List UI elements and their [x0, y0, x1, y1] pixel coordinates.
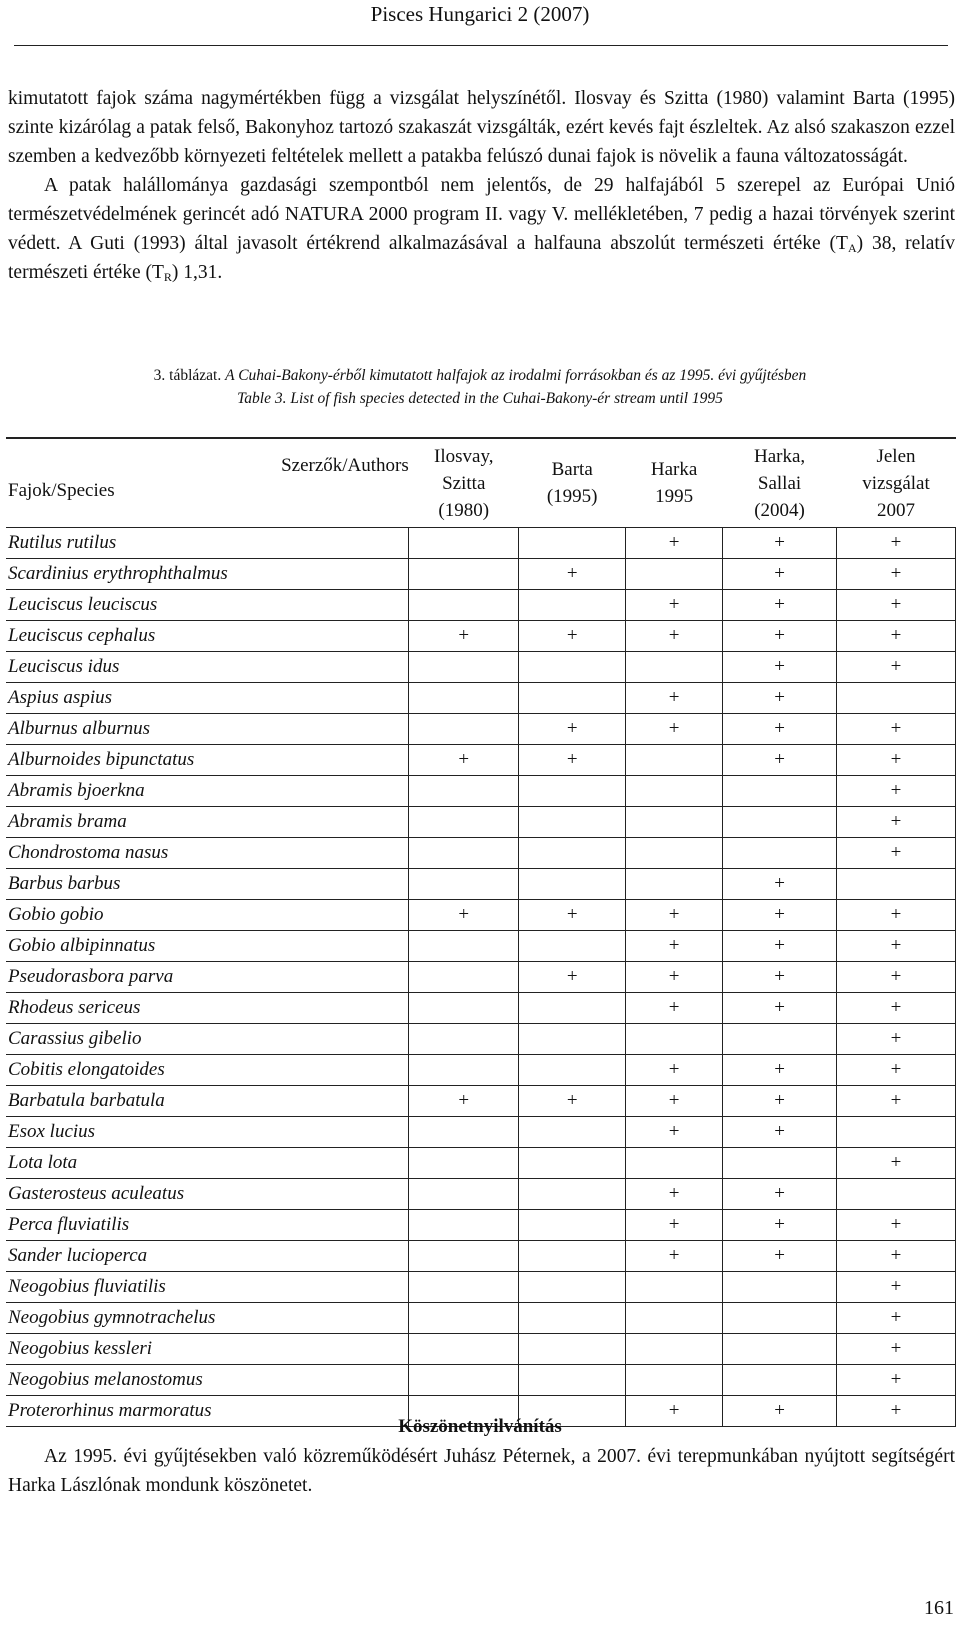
table-row: [6, 1334, 956, 1365]
col-line: vizsgálat: [862, 472, 930, 494]
presence-cell: [519, 1148, 626, 1179]
table-row: [6, 1241, 956, 1272]
table-row: [6, 1055, 956, 1086]
presence-cell: [519, 1179, 626, 1210]
presence-cell: +: [723, 1210, 837, 1241]
presence-cell: [409, 1179, 519, 1210]
presence-cell: [409, 1024, 519, 1055]
presence-cell: [409, 1272, 519, 1303]
presence-cell: [837, 1117, 956, 1148]
species-name: Esox lucius: [6, 1117, 409, 1148]
table-row: [6, 1148, 956, 1179]
presence-cell: +: [723, 590, 837, 621]
presence-cell: [626, 559, 723, 590]
presence-cell: +: [837, 1086, 956, 1117]
species-name: Sander lucioperca: [6, 1241, 409, 1272]
table-row: [6, 993, 956, 1024]
table-row: [6, 1086, 956, 1117]
presence-cell: [409, 528, 519, 559]
presence-cell: +: [837, 1241, 956, 1272]
body-text: [8, 84, 955, 287]
presence-cell: +: [837, 621, 956, 652]
presence-cell: +: [626, 931, 723, 962]
species-name: Barbus barbus: [6, 869, 409, 900]
authors-label: Szerzők/Authors: [281, 455, 409, 476]
presence-cell: +: [723, 931, 837, 962]
presence-cell: +: [626, 714, 723, 745]
presence-cell: [409, 559, 519, 590]
presence-cell: [409, 1148, 519, 1179]
presence-cell: +: [626, 1117, 723, 1148]
species-name: Alburnus alburnus: [6, 714, 409, 745]
presence-cell: [519, 776, 626, 807]
table-row: [6, 1272, 956, 1303]
presence-cell: +: [723, 962, 837, 993]
presence-cell: [519, 869, 626, 900]
presence-cell: [626, 807, 723, 838]
caption-en: [0, 387, 960, 410]
presence-cell: [723, 1272, 837, 1303]
presence-cell: +: [723, 1055, 837, 1086]
table-row: [6, 869, 956, 900]
caption-hu: [0, 364, 960, 387]
species-name: Perca fluviatilis: [6, 1210, 409, 1241]
species-name: Cobitis elongatoides: [6, 1055, 409, 1086]
presence-cell: +: [626, 1396, 723, 1427]
table-row: [6, 714, 956, 745]
col-line: 1995: [655, 486, 694, 507]
caption-number-hu: 3. táblázat.: [153, 367, 222, 384]
species-name: Alburnoides bipunctatus: [6, 745, 409, 776]
presence-cell: [519, 1117, 626, 1148]
presence-cell: [519, 1024, 626, 1055]
species-name: Abramis bjoerkna: [6, 776, 409, 807]
presence-cell: +: [519, 962, 626, 993]
caption-number-en: Table 3.: [237, 390, 287, 407]
species-name: Neogobius melanostomus: [6, 1365, 409, 1396]
presence-cell: [626, 838, 723, 869]
presence-cell: +: [723, 1396, 837, 1427]
species-name: Chondrostoma nasus: [6, 838, 409, 869]
presence-cell: +: [837, 1210, 956, 1241]
presence-cell: +: [723, 1241, 837, 1272]
presence-cell: [519, 590, 626, 621]
species-name: Rutilus rutilus: [6, 528, 409, 559]
presence-cell: [409, 1365, 519, 1396]
presence-cell: +: [837, 1272, 956, 1303]
species-name: Barbatula barbatula: [6, 1086, 409, 1117]
table-row: [6, 962, 956, 993]
species-label: Fajok/Species: [8, 480, 115, 501]
species-name: Gobio albipinnatus: [6, 931, 409, 962]
presence-cell: [519, 1241, 626, 1272]
presence-cell: [626, 652, 723, 683]
presence-cell: +: [519, 621, 626, 652]
table-row: [6, 1024, 956, 1055]
presence-cell: [519, 1055, 626, 1086]
presence-cell: +: [723, 1179, 837, 1210]
presence-cell: [409, 714, 519, 745]
presence-cell: [723, 1024, 837, 1055]
col-line: Harka: [650, 459, 698, 480]
presence-cell: [519, 683, 626, 714]
species-table: [6, 437, 956, 1427]
subscript-r: R: [163, 270, 172, 284]
header-corner: [6, 438, 409, 528]
presence-cell: [626, 1272, 723, 1303]
presence-cell: [519, 1334, 626, 1365]
table-row: [6, 838, 956, 869]
presence-cell: +: [626, 1210, 723, 1241]
table-row: [6, 621, 956, 652]
presence-cell: +: [837, 1055, 956, 1086]
col-header-ilosvay: [409, 438, 519, 528]
presence-cell: [519, 1210, 626, 1241]
presence-cell: [626, 1365, 723, 1396]
presence-cell: +: [837, 1024, 956, 1055]
presence-cell: [409, 1055, 519, 1086]
presence-cell: [626, 869, 723, 900]
species-name: Lota lota: [6, 1148, 409, 1179]
col-line: Barta: [551, 459, 593, 480]
presence-cell: +: [723, 714, 837, 745]
col-line: Harka,: [753, 445, 806, 467]
presence-cell: +: [723, 1117, 837, 1148]
presence-cell: +: [723, 652, 837, 683]
presence-cell: [519, 838, 626, 869]
presence-cell: [837, 869, 956, 900]
presence-cell: +: [626, 590, 723, 621]
presence-cell: [626, 1334, 723, 1365]
presence-cell: +: [837, 652, 956, 683]
presence-cell: [519, 931, 626, 962]
col-header-harka-sallai: [723, 438, 837, 528]
presence-cell: +: [837, 528, 956, 559]
subscript-a: A: [847, 241, 857, 255]
presence-cell: +: [626, 528, 723, 559]
presence-cell: +: [626, 962, 723, 993]
page-number: 161: [924, 1597, 954, 1619]
presence-cell: [519, 1365, 626, 1396]
presence-cell: +: [626, 1241, 723, 1272]
acknowledgement-title: Köszönetnyilvánítás: [398, 1416, 562, 1437]
presence-cell: +: [409, 900, 519, 931]
presence-cell: +: [837, 714, 956, 745]
presence-cell: [626, 745, 723, 776]
presence-cell: +: [837, 838, 956, 869]
presence-cell: +: [723, 869, 837, 900]
presence-cell: [519, 993, 626, 1024]
acknowledgement-text: [8, 1442, 955, 1500]
presence-cell: +: [837, 1334, 956, 1365]
presence-cell: [519, 1303, 626, 1334]
species-name: Gasterosteus aculeatus: [6, 1179, 409, 1210]
presence-cell: [626, 1024, 723, 1055]
col-line: 2007: [877, 499, 915, 521]
presence-cell: [409, 931, 519, 962]
species-table-wrapper: [6, 437, 956, 1427]
table-row: [6, 931, 956, 962]
caption-title-en: List of fish species detected in the Cuhai-Bakony-ér stream until 1995: [290, 390, 723, 407]
presence-cell: [409, 683, 519, 714]
presence-cell: +: [837, 900, 956, 931]
presence-cell: +: [723, 745, 837, 776]
presence-cell: [837, 1179, 956, 1210]
table-header-row: [6, 438, 956, 528]
table-row: [6, 1210, 956, 1241]
table-row: [6, 528, 956, 559]
table-row: [6, 1365, 956, 1396]
table-row: [6, 590, 956, 621]
presence-cell: [409, 1334, 519, 1365]
presence-cell: +: [519, 559, 626, 590]
col-line: Sallai: [757, 472, 802, 494]
presence-cell: +: [626, 900, 723, 931]
caption-title-hu: A Cuhai-Bakony-érből kimutatott halfajok az irodalmi forrásokban és az 1995. évi gyűjtésben: [225, 367, 807, 384]
col-line: Szitta: [442, 472, 486, 494]
presence-cell: [409, 869, 519, 900]
presence-cell: +: [626, 621, 723, 652]
table-body: [6, 528, 956, 1427]
presence-cell: +: [837, 1148, 956, 1179]
presence-cell: [409, 1303, 519, 1334]
presence-cell: +: [723, 528, 837, 559]
presence-cell: +: [837, 590, 956, 621]
running-header: Pisces Hungarici 2 (2007): [370, 2, 590, 26]
presence-cell: [409, 1241, 519, 1272]
presence-cell: [837, 683, 956, 714]
table-row: [6, 559, 956, 590]
presence-cell: +: [409, 1086, 519, 1117]
table-row: [6, 776, 956, 807]
paragraph-2-post: ) 1,31.: [171, 262, 223, 283]
col-line: Ilosvay,: [434, 445, 494, 467]
species-name: Gobio gobio: [6, 900, 409, 931]
table-row: [6, 1117, 956, 1148]
species-name: Leuciscus leuciscus: [6, 590, 409, 621]
species-name: Neogobius gymnotrachelus: [6, 1303, 409, 1334]
presence-cell: +: [723, 993, 837, 1024]
col-line: (1980): [438, 499, 490, 521]
table-row: [6, 652, 956, 683]
species-name: Aspius aspius: [6, 683, 409, 714]
presence-cell: [723, 1365, 837, 1396]
presence-cell: [409, 807, 519, 838]
presence-cell: +: [837, 1303, 956, 1334]
table-row: [6, 1179, 956, 1210]
col-header-jelen: [837, 438, 956, 528]
species-name: Abramis brama: [6, 807, 409, 838]
table-row: [6, 745, 956, 776]
species-name: Pseudorasbora parva: [6, 962, 409, 993]
presence-cell: [409, 962, 519, 993]
presence-cell: [409, 590, 519, 621]
header-rule: [14, 45, 948, 46]
presence-cell: [626, 776, 723, 807]
table-row: [6, 683, 956, 714]
paragraph-2: [8, 171, 955, 287]
col-line: (1995): [546, 486, 598, 507]
presence-cell: +: [723, 621, 837, 652]
presence-cell: +: [723, 559, 837, 590]
presence-cell: +: [626, 683, 723, 714]
presence-cell: [519, 528, 626, 559]
presence-cell: +: [409, 621, 519, 652]
col-header-barta: [519, 438, 626, 528]
presence-cell: [723, 1148, 837, 1179]
presence-cell: +: [519, 900, 626, 931]
presence-cell: [723, 1303, 837, 1334]
presence-cell: [409, 838, 519, 869]
species-name: Leuciscus cephalus: [6, 621, 409, 652]
presence-cell: +: [519, 1086, 626, 1117]
presence-cell: [519, 807, 626, 838]
species-name: Neogobius kessleri: [6, 1334, 409, 1365]
species-name: Leuciscus idus: [6, 652, 409, 683]
presence-cell: [723, 838, 837, 869]
table-row: [6, 807, 956, 838]
presence-cell: [626, 1303, 723, 1334]
col-line: Jelen: [876, 445, 916, 467]
species-name: Carassius gibelio: [6, 1024, 409, 1055]
presence-cell: +: [837, 993, 956, 1024]
presence-cell: [409, 776, 519, 807]
species-name: Proterorhinus marmoratus: [6, 1396, 409, 1427]
col-line: (2004): [754, 499, 805, 521]
presence-cell: +: [519, 745, 626, 776]
presence-cell: +: [837, 559, 956, 590]
acknowledgement-paragraph: Az 1995. évi gyűjtésekben való közreműködésért Juhász Péternek, a 2007. évi terepmunkában nyújtott segítségért Harka Lászlónak mondunk köszönetet.: [8, 1446, 955, 1496]
presence-cell: +: [519, 714, 626, 745]
col-header-harka-1995: [626, 438, 723, 528]
presence-cell: +: [626, 1086, 723, 1117]
presence-cell: [626, 1148, 723, 1179]
table-row: [6, 1303, 956, 1334]
presence-cell: [519, 652, 626, 683]
presence-cell: +: [837, 931, 956, 962]
presence-cell: +: [626, 1179, 723, 1210]
presence-cell: [723, 807, 837, 838]
presence-cell: +: [837, 1396, 956, 1427]
presence-cell: +: [409, 745, 519, 776]
presence-cell: +: [837, 1365, 956, 1396]
presence-cell: +: [837, 807, 956, 838]
presence-cell: [723, 776, 837, 807]
presence-cell: +: [837, 745, 956, 776]
presence-cell: +: [723, 1086, 837, 1117]
table-caption: [0, 364, 960, 410]
species-name: Scardinius erythrophthalmus: [6, 559, 409, 590]
table-row: [6, 900, 956, 931]
paragraph-2-pre: A patak halállománya gazdasági szempontból nem jelentős, de 29 halfajából 5 szerepel az Európai Unió természetvédelmének gerincét adó NATURA 2000 program II. vagy V. mellékletében, 7 pedig a hazai törvények szerint védett. A Guti (1993) által javasolt értékrend alkalmazásával a halfauna abszolút természeti értéke (T: [8, 175, 955, 254]
presence-cell: [519, 1272, 626, 1303]
presence-cell: +: [626, 993, 723, 1024]
paragraph-2-mid: ) 38, relatív természeti értéke (T: [8, 233, 955, 283]
presence-cell: [409, 652, 519, 683]
presence-cell: [409, 993, 519, 1024]
presence-cell: +: [626, 1055, 723, 1086]
presence-cell: +: [837, 962, 956, 993]
paragraph-1: kimutatott fajok száma nagymértékben függ a vizsgálat helyszínétől. Ilosvay és Szitta (1980) valamint Barta (1995) szinte kizárólag a patak felső, Bakonyhoz tartozó szakaszát vizsgálták, ezért kevés fajt észleltek. Az alsó szakaszon ezzel szemben a kedvezőbb környezeti feltételek mellett a patakba felúszó dunai fajok is növelik a fauna változatosságát.: [8, 88, 955, 167]
presence-cell: [409, 1117, 519, 1148]
presence-cell: +: [723, 900, 837, 931]
presence-cell: [723, 1334, 837, 1365]
species-name: Neogobius fluviatilis: [6, 1272, 409, 1303]
presence-cell: +: [837, 776, 956, 807]
presence-cell: +: [723, 683, 837, 714]
presence-cell: [409, 1210, 519, 1241]
species-name: Rhodeus sericeus: [6, 993, 409, 1024]
